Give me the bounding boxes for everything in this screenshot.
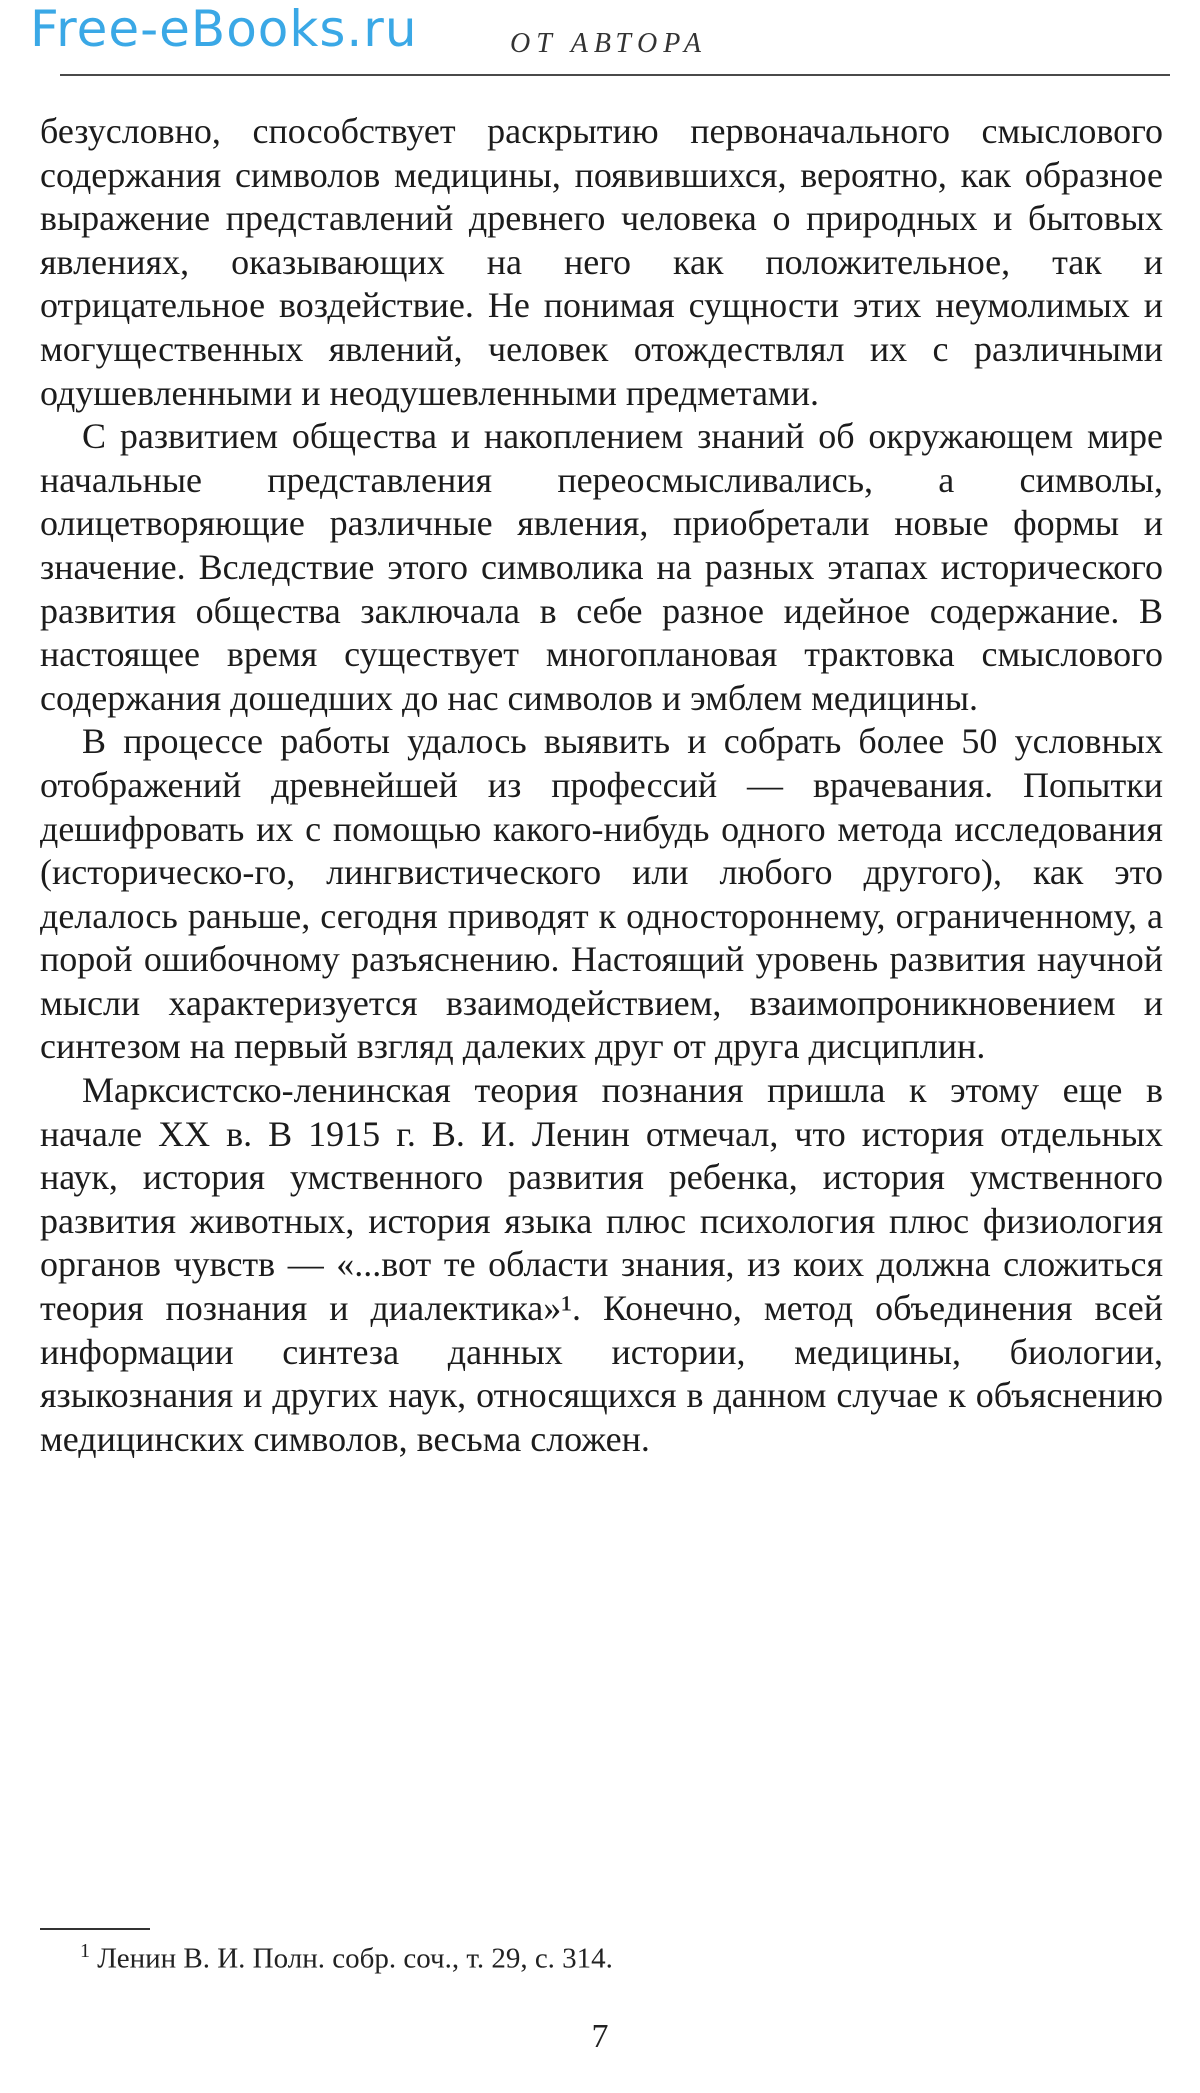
footnote-rule <box>40 1928 150 1930</box>
paragraph-1: безусловно, способствует раскрытию первоначального смыслового содержания символов медицины, появившихся, вероятно, как образное выражение представлений древнего человека о природных и бытовых явлениях, оказывающих на него как положительное, так и отрицательное воздействие. Не понимая сущности этих неумолимых и могущественных явлений, человек отождествлял их с различными одушевленными и неодушевленными предметами. <box>40 111 1163 413</box>
footnote-mark: 1 <box>80 1940 90 1962</box>
footnote <box>80 1940 613 1976</box>
paragraph-2: С развитием общества и накоплением знаний об окружающем мире начальные представления переосмысливались, а символы, олицетворяющие различные явления, приобретали новые формы и значение. Вследствие этого символика на разных этапах исторического развития общества заключала в себе разное идейное содержание. В настоящее время существует многоплановая трактовка смыслового содержания дошедших до нас символов и эмблем медицины. <box>40 416 1163 718</box>
running-head: ОТ АВТОРА <box>510 28 707 59</box>
main-text <box>40 110 1163 1461</box>
paragraph-3: В процессе работы удалось выявить и собрать более 50 условных отображений древнейшей из профессий — врачевания. Попытки дешифровать их с помощью какого-нибудь одного метода исследования (историческо-го, лингвистического или любого другого), как это делалось раньше, сегодня приводят к одностороннему, ограниченному, а порой ошибочному разъяснению. Настоящий уровень развития научной мысли характеризуется взаимодействием, взаимопроникновением и синтезом на первый взгляд далеких друг от друга дисциплин. <box>40 721 1163 1067</box>
watermark-logo: Free-eBooks.ru <box>30 0 418 58</box>
footnote-text: Ленин В. И. Полн. собр. соч., т. 29, с. 314. <box>97 1942 613 1975</box>
paragraph-4: Марксистско-ленинская теория познания пришла к этому еще в начале XX в. В 1915 г. В. И. Ленин отмечал, что история отдельных наук, история умственного развития ребенка, история умственного развития животных, история языка плюс психология плюс физиология органов чувств — «...вот те области знания, из коих должна сложиться теория познания и диалектика»¹. Конечно, метод объединения всей информации синтеза данных истории, медицины, биологии, языкознания и других наук, относящихся в данном случае к объяснению медицинских символов, весьма сложен. <box>40 1070 1163 1459</box>
header-rule <box>60 74 1170 76</box>
page-number: 7 <box>591 2018 609 2055</box>
